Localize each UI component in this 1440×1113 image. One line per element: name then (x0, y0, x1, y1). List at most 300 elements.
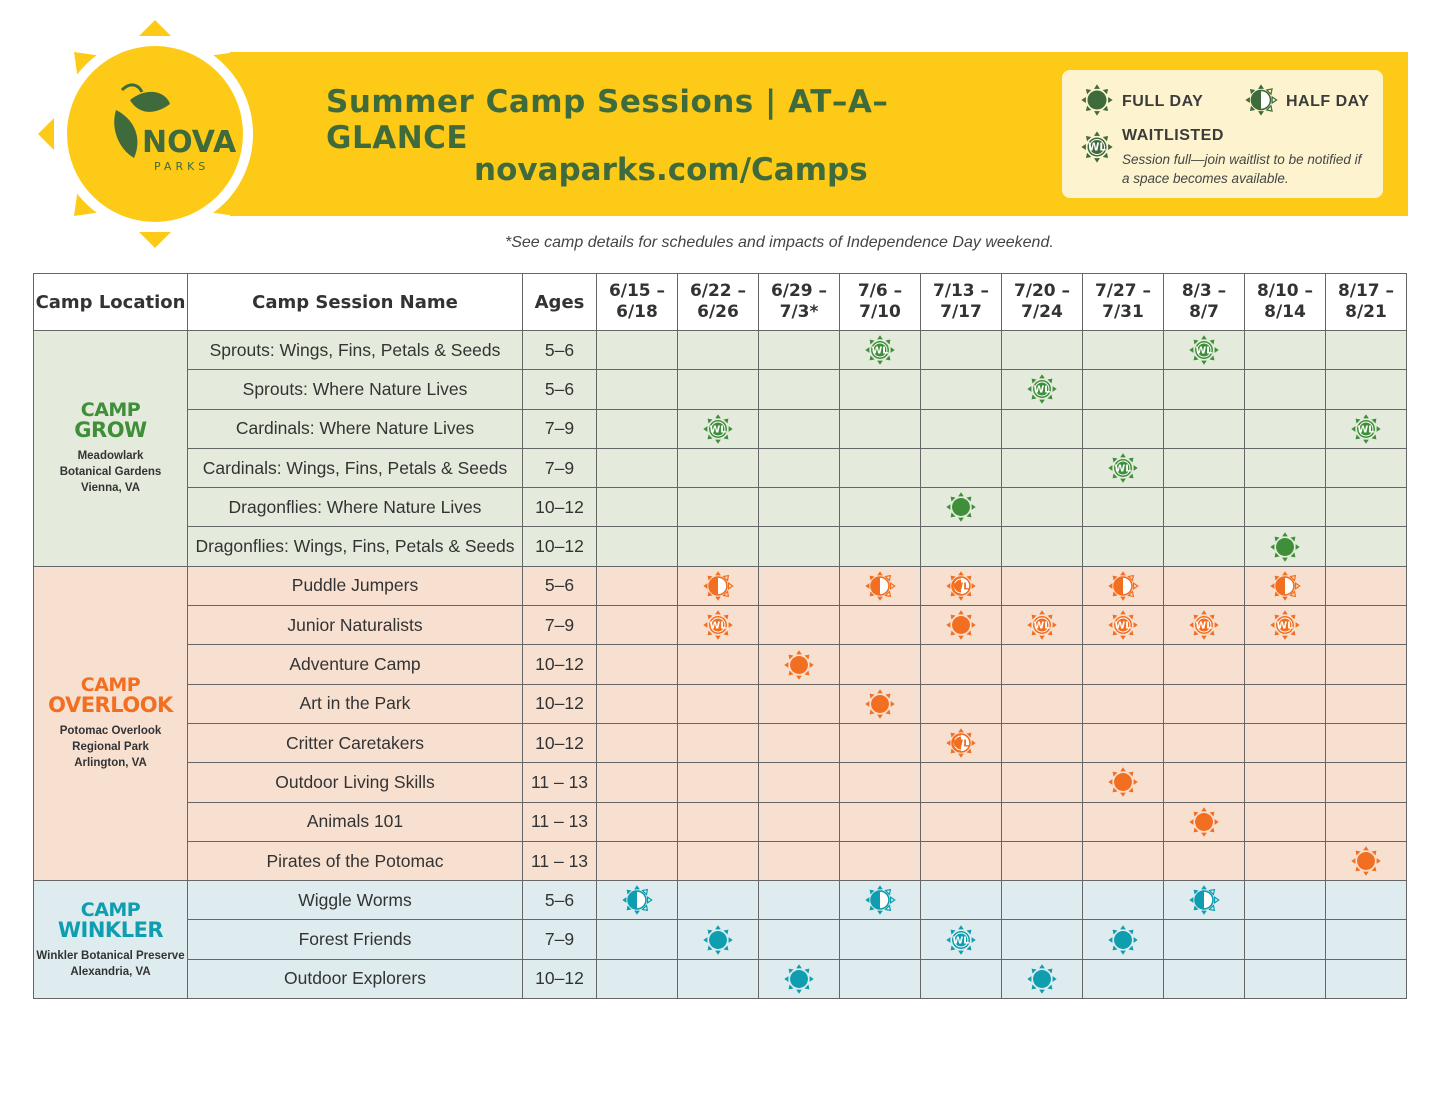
full-day-icon[interactable] (1164, 806, 1244, 838)
header-week-3 (759, 274, 840, 331)
session-ages: 5–6 (523, 370, 597, 409)
camp-overlook-logo (34, 674, 187, 718)
week-cell (678, 841, 759, 880)
week-cell (1164, 527, 1245, 566)
week-cell (597, 448, 678, 487)
half-day-icon[interactable] (678, 570, 758, 602)
camp-location-overlook (34, 566, 188, 880)
week-cell (1326, 920, 1407, 959)
session-name: Animals 101 (188, 802, 523, 841)
week-cell[interactable] (759, 645, 840, 684)
full-day-icon[interactable] (1002, 963, 1082, 995)
week-cell (921, 370, 1002, 409)
full-day-icon[interactable] (1245, 531, 1325, 563)
week-cell (1083, 841, 1164, 880)
table-row (34, 684, 1407, 723)
week-cell (597, 841, 678, 880)
session-name: Critter Caretakers (188, 723, 523, 762)
table-row (34, 841, 1407, 880)
waitlisted-icon[interactable] (1002, 609, 1082, 641)
week-cell (1002, 684, 1083, 723)
camp-winkler-logo (34, 900, 187, 940)
waitlisted-icon[interactable] (1164, 609, 1244, 641)
full-day-icon[interactable] (921, 609, 1001, 641)
week-cell (1245, 645, 1326, 684)
week-cell (921, 959, 1002, 998)
session-name: Dragonflies: Wings, Fins, Petals & Seeds (188, 527, 523, 566)
full-day-icon[interactable] (1326, 845, 1406, 877)
week-cell (1083, 527, 1164, 566)
week-cell (1083, 959, 1164, 998)
week-cell[interactable] (1083, 566, 1164, 605)
week-cell (759, 763, 840, 802)
half-day-icon[interactable] (1245, 570, 1325, 602)
week-cell (678, 331, 759, 370)
week-cell (597, 645, 678, 684)
waitlisted-icon[interactable] (1245, 609, 1325, 641)
svg-text:WL: WL (1114, 620, 1132, 632)
week-cell (1002, 566, 1083, 605)
week-cell (1326, 566, 1407, 605)
week-cell (1326, 723, 1407, 762)
header-week-5 (921, 274, 1002, 331)
week-cell (840, 723, 921, 762)
full-day-icon[interactable] (759, 963, 839, 995)
svg-text:WL: WL (1195, 620, 1213, 632)
week-cell[interactable] (678, 566, 759, 605)
week-cell[interactable] (1326, 409, 1407, 448)
camp-address-line: Meadowlark (77, 450, 144, 463)
week-cell (1164, 645, 1245, 684)
week-cell (840, 606, 921, 645)
week-cell[interactable] (1002, 606, 1083, 645)
week-start: 7/27 – (1094, 281, 1152, 301)
table-row (34, 331, 1407, 370)
week-cell[interactable] (1083, 763, 1164, 802)
week-cell (759, 370, 840, 409)
week-cell (759, 684, 840, 723)
logo-subtext: PARKS (154, 160, 210, 173)
table-row (34, 723, 1407, 762)
header-week-1 (597, 274, 678, 331)
week-cell (1164, 488, 1245, 527)
week-cell (759, 881, 840, 920)
session-ages: 7–9 (523, 920, 597, 959)
week-cell (597, 959, 678, 998)
week-cell (1326, 606, 1407, 645)
full-day-icon[interactable] (840, 688, 920, 720)
week-end: 8/21 (1345, 302, 1387, 322)
session-ages: 7–9 (523, 606, 597, 645)
week-cell (921, 409, 1002, 448)
week-end: 8/14 (1264, 302, 1306, 322)
page-title: Summer Camp Sessions | AT–A–GLANCE (326, 84, 889, 156)
table-row (34, 488, 1407, 527)
camp-location-grow (34, 331, 188, 567)
week-cell (1164, 959, 1245, 998)
week-cell (597, 802, 678, 841)
week-cell (1326, 684, 1407, 723)
week-cell (759, 802, 840, 841)
session-name: Art in the Park (188, 684, 523, 723)
camp-logo-line1: CAMP (80, 674, 141, 697)
week-end: 7/17 (940, 302, 982, 322)
session-name: Cardinals: Wings, Fins, Petals & Seeds (188, 448, 523, 487)
week-cell (1083, 488, 1164, 527)
week-cell (597, 723, 678, 762)
week-cell (597, 331, 678, 370)
week-cell (921, 881, 1002, 920)
week-cell (597, 566, 678, 605)
table-row (34, 802, 1407, 841)
week-cell (921, 763, 1002, 802)
session-name: Puddle Jumpers (188, 566, 523, 605)
week-cell (1002, 723, 1083, 762)
week-cell (1245, 881, 1326, 920)
header-week-4 (840, 274, 921, 331)
table-row (34, 370, 1407, 409)
week-cell (1164, 370, 1245, 409)
legend-waitlist-description: Session full—join waitlist to be notified if a space becomes available. (1122, 152, 1362, 186)
session-name: Outdoor Explorers (188, 959, 523, 998)
table-header-row (34, 274, 1407, 331)
camp-address-line: Botanical Gardens (59, 466, 162, 479)
session-name: Adventure Camp (188, 645, 523, 684)
week-cell (597, 488, 678, 527)
week-cell (1245, 802, 1326, 841)
week-cell (921, 684, 1002, 723)
week-cell (1245, 684, 1326, 723)
camp-address-line: Vienna, VA (80, 482, 140, 495)
half-day-icon[interactable] (597, 884, 677, 916)
week-cell[interactable] (678, 920, 759, 959)
week-cell (597, 684, 678, 723)
session-ages: 10–12 (523, 488, 597, 527)
week-cell (678, 370, 759, 409)
week-cell (1326, 645, 1407, 684)
week-start: 7/13 – (932, 281, 990, 301)
camps-url-link[interactable]: novaparks.com/Camps (474, 152, 868, 188)
week-cell (597, 763, 678, 802)
week-cell (1245, 959, 1326, 998)
week-cell (597, 606, 678, 645)
week-cell (840, 370, 921, 409)
week-cell (840, 448, 921, 487)
week-cell (921, 645, 1002, 684)
half-day-icon[interactable] (840, 570, 920, 602)
week-cell[interactable] (1002, 959, 1083, 998)
week-cell[interactable] (921, 488, 1002, 527)
table-row (34, 763, 1407, 802)
waitlisted-icon[interactable] (1083, 452, 1163, 484)
week-cell (678, 802, 759, 841)
header-camp-location: Camp Location (34, 274, 188, 331)
camp-address-line: Winkler Botanical Preserve (36, 949, 185, 962)
session-ages: 10–12 (523, 645, 597, 684)
week-cell (1002, 409, 1083, 448)
week-cell[interactable] (921, 723, 1002, 762)
half-day-icon (1244, 83, 1278, 121)
session-name: Sprouts: Wings, Fins, Petals & Seeds (188, 331, 523, 370)
session-ages: 5–6 (523, 566, 597, 605)
session-name: Dragonflies: Where Nature Lives (188, 488, 523, 527)
full-day-icon[interactable] (1083, 766, 1163, 798)
week-end: 7/3* (779, 302, 819, 322)
week-cell (840, 841, 921, 880)
week-cell (1002, 488, 1083, 527)
week-start: 8/3 – (1181, 281, 1227, 301)
week-cell (1164, 684, 1245, 723)
week-cell[interactable] (1164, 881, 1245, 920)
week-cell (678, 527, 759, 566)
week-cell (1164, 448, 1245, 487)
week-cell (678, 684, 759, 723)
week-cell[interactable] (1164, 606, 1245, 645)
camp-logo-line1: CAMP (80, 399, 141, 422)
week-end: 7/31 (1102, 302, 1144, 322)
week-cell (1245, 331, 1326, 370)
week-cell (1164, 566, 1245, 605)
week-cell (1326, 802, 1407, 841)
week-cell[interactable] (921, 920, 1002, 959)
camp-address (34, 723, 187, 771)
session-ages: 11 – 13 (523, 841, 597, 880)
camp-logo-line2: WINKLER (57, 917, 164, 942)
week-cell (759, 920, 840, 959)
week-cell (678, 448, 759, 487)
svg-text:WL: WL (952, 935, 970, 947)
week-cell (1326, 763, 1407, 802)
table-row (34, 409, 1407, 448)
waitlisted-icon[interactable] (921, 924, 1001, 956)
week-cell (678, 881, 759, 920)
week-cell (1245, 763, 1326, 802)
week-cell (921, 841, 1002, 880)
week-cell (840, 959, 921, 998)
table-row (34, 448, 1407, 487)
week-start: 7/6 – (857, 281, 903, 301)
session-name: Forest Friends (188, 920, 523, 959)
week-cell[interactable] (1245, 606, 1326, 645)
week-cell (597, 370, 678, 409)
week-cell (921, 448, 1002, 487)
waitlisted-icon[interactable] (1002, 373, 1082, 405)
week-cell (1002, 802, 1083, 841)
camp-logo-line2: GROW (74, 418, 147, 443)
half-day-icon[interactable] (840, 884, 920, 916)
week-cell (678, 645, 759, 684)
session-name: Sprouts: Where Nature Lives (188, 370, 523, 409)
week-start: 6/22 – (689, 281, 747, 301)
half-day-waitlisted-icon[interactable] (921, 570, 1001, 602)
week-cell[interactable] (921, 566, 1002, 605)
table-row (34, 959, 1407, 998)
session-name: Outdoor Living Skills (188, 763, 523, 802)
week-cell (840, 409, 921, 448)
session-name: Cardinals: Where Nature Lives (188, 409, 523, 448)
table-row (34, 920, 1407, 959)
header-week-2 (678, 274, 759, 331)
week-cell[interactable] (1164, 331, 1245, 370)
svg-text:WL: WL (1357, 424, 1375, 436)
waitlisted-icon[interactable] (1083, 609, 1163, 641)
week-end: 7/10 (859, 302, 901, 322)
week-end: 7/24 (1021, 302, 1063, 322)
session-name: Wiggle Worms (188, 881, 523, 920)
session-ages: 10–12 (523, 723, 597, 762)
week-cell (1083, 802, 1164, 841)
header-week-8 (1164, 274, 1245, 331)
week-cell (840, 527, 921, 566)
week-cell (1083, 645, 1164, 684)
full-day-icon[interactable] (759, 649, 839, 681)
full-day-icon[interactable] (921, 491, 1001, 523)
week-cell (1002, 331, 1083, 370)
week-end: 8/7 (1189, 302, 1219, 322)
week-cell (1002, 645, 1083, 684)
week-cell (1245, 723, 1326, 762)
week-cell[interactable] (1245, 566, 1326, 605)
waitlisted-icon[interactable] (678, 609, 758, 641)
week-cell[interactable] (1083, 606, 1164, 645)
waitlisted-icon[interactable] (840, 334, 920, 366)
week-cell (597, 920, 678, 959)
week-cell (1083, 370, 1164, 409)
session-ages: 10–12 (523, 684, 597, 723)
waitlisted-icon[interactable] (678, 413, 758, 445)
week-cell (840, 763, 921, 802)
week-cell[interactable] (1245, 527, 1326, 566)
header-week-7 (1083, 274, 1164, 331)
camp-schedule-table (33, 273, 1407, 999)
week-cell (678, 488, 759, 527)
header-week-10 (1326, 274, 1407, 331)
table-row (34, 645, 1407, 684)
sun-logo-icon (38, 20, 272, 248)
week-cell[interactable] (678, 606, 759, 645)
week-cell (1164, 841, 1245, 880)
legend-full-day-label: FULL DAY (1122, 93, 1204, 110)
camp-grow-logo (34, 399, 187, 443)
week-cell[interactable] (921, 606, 1002, 645)
week-cell (840, 488, 921, 527)
week-cell (759, 841, 840, 880)
week-cell (759, 331, 840, 370)
session-ages: 5–6 (523, 881, 597, 920)
legend-box (1062, 70, 1383, 198)
legend-full-day (1080, 83, 1203, 121)
week-cell[interactable] (840, 881, 921, 920)
camp-address-line: Regional Park (72, 741, 149, 754)
waitlisted-icon[interactable] (1164, 334, 1244, 366)
week-cell (759, 723, 840, 762)
week-cell (840, 802, 921, 841)
svg-text:WL: WL (871, 345, 889, 357)
week-cell (759, 488, 840, 527)
session-ages: 10–12 (523, 527, 597, 566)
week-cell (921, 802, 1002, 841)
svg-text:WL: WL (1033, 384, 1051, 396)
week-cell[interactable] (678, 409, 759, 448)
legend-half-day-label: HALF DAY (1286, 93, 1370, 110)
week-cell (759, 527, 840, 566)
week-cell[interactable] (1083, 448, 1164, 487)
half-day-icon[interactable] (1164, 884, 1244, 916)
week-cell[interactable] (1164, 802, 1245, 841)
camp-address-line: Alexandria, VA (70, 965, 151, 978)
week-cell (921, 331, 1002, 370)
svg-text:WL: WL (1114, 463, 1132, 475)
week-start: 6/15 – (608, 281, 666, 301)
table-row (34, 566, 1407, 605)
week-cell[interactable] (759, 959, 840, 998)
week-cell (1245, 920, 1326, 959)
week-cell (678, 763, 759, 802)
week-cell (1245, 448, 1326, 487)
week-cell (1083, 684, 1164, 723)
week-cell (1326, 488, 1407, 527)
legend-waitlisted-label: WAITLISTED (1122, 127, 1224, 144)
week-cell (1083, 331, 1164, 370)
week-cell[interactable] (1002, 370, 1083, 409)
week-cell[interactable] (597, 881, 678, 920)
week-cell[interactable] (840, 684, 921, 723)
camp-address-line: Potomac Overlook (59, 725, 162, 738)
week-cell[interactable] (840, 566, 921, 605)
svg-text:WL: WL (1088, 142, 1106, 154)
week-cell[interactable] (1326, 841, 1407, 880)
full-day-icon[interactable] (678, 924, 758, 956)
header-week-9 (1245, 274, 1326, 331)
table-row (34, 527, 1407, 566)
camp-address (34, 948, 187, 980)
header-camp-session-name: Camp Session Name (188, 274, 523, 331)
waitlisted-icon[interactable] (1326, 413, 1406, 445)
week-start: 6/29 – (770, 281, 828, 301)
week-cell (1326, 331, 1407, 370)
session-ages: 11 – 13 (523, 763, 597, 802)
session-name: Junior Naturalists (188, 606, 523, 645)
week-cell (597, 527, 678, 566)
header-ages: Ages (523, 274, 597, 331)
legend-half-day (1244, 83, 1369, 121)
week-cell (840, 645, 921, 684)
week-end: 6/26 (697, 302, 739, 322)
full-day-icon[interactable] (1083, 924, 1163, 956)
svg-text:WL: WL (952, 738, 970, 750)
week-cell (678, 959, 759, 998)
week-start: 8/10 – (1256, 281, 1314, 301)
waitlisted-icon (1080, 130, 1114, 168)
header-week-6 (1002, 274, 1083, 331)
week-cell (1002, 881, 1083, 920)
week-cell[interactable] (1083, 920, 1164, 959)
half-day-icon[interactable] (1083, 570, 1163, 602)
week-cell (1326, 527, 1407, 566)
week-cell (1326, 959, 1407, 998)
camp-logo-line1: CAMP (80, 898, 141, 921)
svg-text:WL: WL (1276, 620, 1294, 632)
week-cell (1245, 370, 1326, 409)
svg-text:WL: WL (1033, 620, 1051, 632)
week-cell (1002, 920, 1083, 959)
full-day-icon (1080, 83, 1114, 121)
week-cell (1002, 448, 1083, 487)
camp-location-winkler (34, 881, 188, 999)
week-cell (1245, 488, 1326, 527)
week-cell[interactable] (840, 331, 921, 370)
half-day-waitlisted-icon[interactable] (921, 727, 1001, 759)
